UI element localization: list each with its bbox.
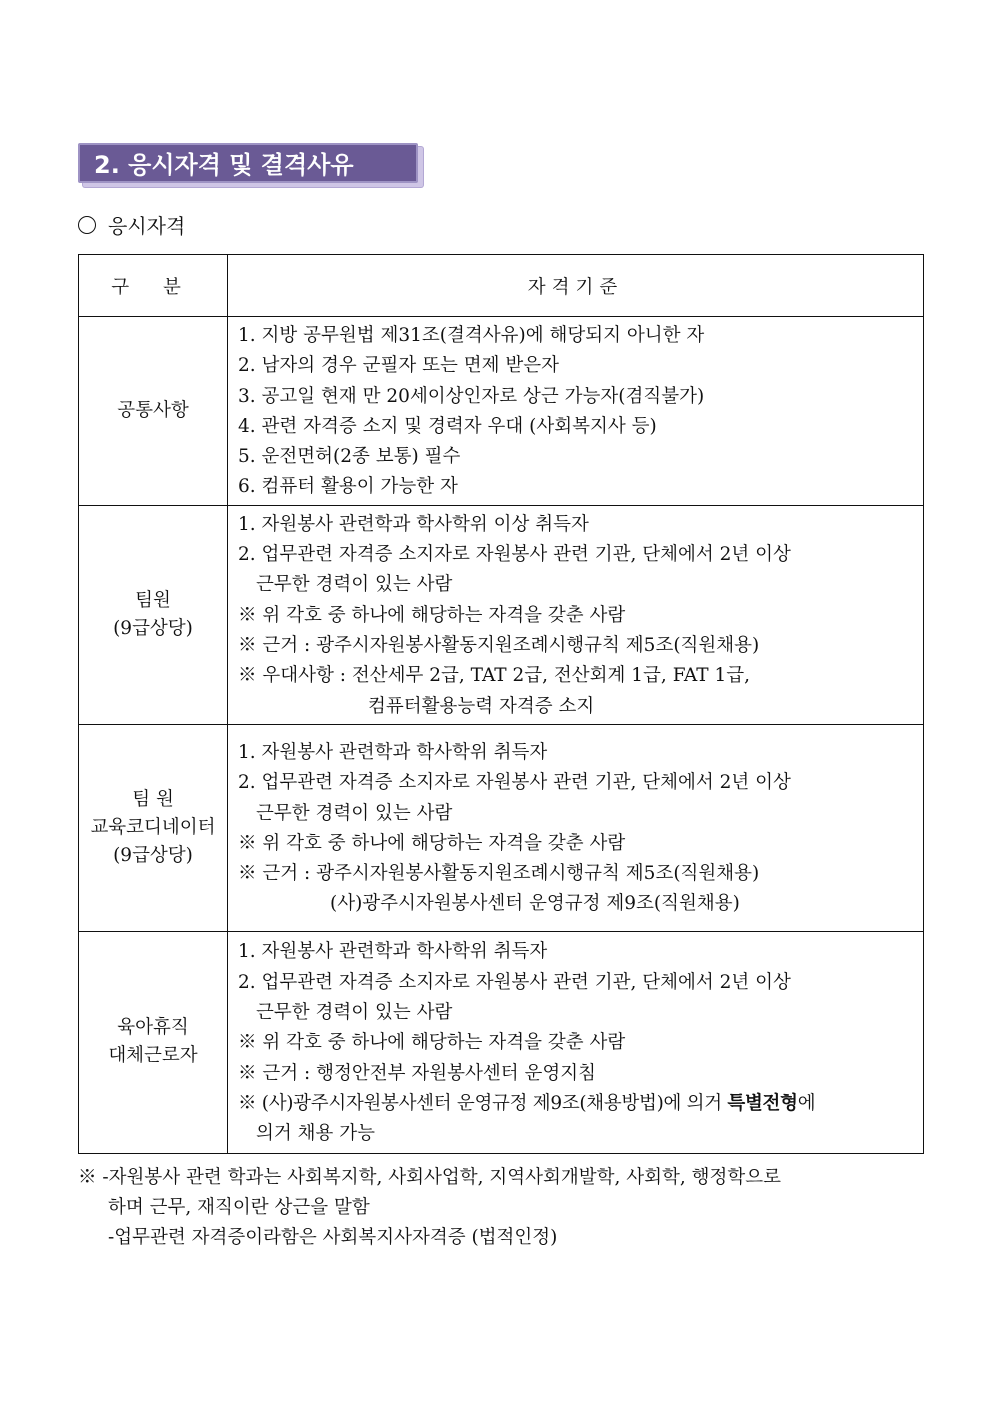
subheading — [78, 210, 185, 239]
criteria-line: 1. 지방 공무원법 제31조(결격사유)에 해당되지 아니한 자 — [238, 325, 705, 346]
criteria-line: 근무한 경력이 있는 사람 — [256, 1001, 453, 1023]
criteria-line: 의거 채용 가능 — [256, 1123, 375, 1145]
footnotes — [78, 1163, 781, 1253]
criteria-text: 에 — [797, 1092, 816, 1114]
note-line: ※ -자원봉사 관련 학과는 사회복지학, 사회사업학, 지역사회개발학, 사회학, 행정학으로 — [78, 1167, 781, 1188]
criteria-line: 4. 관련 자격증 소지 및 경력자 우대 (사회복지사 등) — [238, 415, 657, 437]
header-criteria: 자격기준 — [228, 255, 924, 317]
criteria-line: 1. 자원봉사 관련학과 학사학위 이상 취득자 — [238, 513, 589, 535]
category-line: 교육코디네이터 — [90, 816, 216, 838]
row-category — [79, 505, 228, 724]
criteria-line: ※ 근거 : 광주시자원봉사활동지원조례시행규칙 제5조(직원채용) — [238, 863, 760, 885]
category-line: 팀원 — [135, 589, 171, 611]
table-row — [79, 724, 924, 931]
table-row — [79, 317, 924, 506]
criteria-line — [238, 1089, 923, 1119]
criteria-line: 근무한 경력이 있는 사람 — [256, 574, 453, 596]
circle-bullet-icon — [78, 216, 96, 234]
criteria-line: 컴퓨터활용능력 자격증 소지 — [368, 695, 595, 717]
category-line: (9급상당) — [113, 844, 193, 866]
note-line: 하며 근무, 재직이란 상근을 말함 — [108, 1197, 370, 1218]
criteria-text: ※ (사)광주시자원봉사센터 운영규정 제9조(채용방법)에 의거 — [238, 1092, 728, 1114]
criteria-line: 근무한 경력이 있는 사람 — [256, 802, 453, 824]
criteria-line: ※ 위 각호 중 하나에 해당하는 자격을 갖춘 사람 — [238, 832, 626, 854]
criteria-line: ※ 위 각호 중 하나에 해당하는 자격을 갖춘 사람 — [238, 604, 626, 626]
criteria-line: ※ 위 각호 중 하나에 해당하는 자격을 갖춘 사람 — [238, 1032, 626, 1054]
criteria-line: (사)광주시자원봉사센터 운영규정 제9조(직원채용) — [330, 893, 740, 915]
table-row — [79, 505, 924, 724]
criteria-line: 1. 자원봉사 관련학과 학사학위 취득자 — [238, 941, 548, 963]
row-category — [79, 724, 228, 931]
criteria-line: 6. 컴퓨터 활용이 가능한 자 — [238, 476, 458, 498]
criteria-line: 2. 남자의 경우 군필자 또는 면제 받은자 — [238, 355, 560, 377]
emphasis-text: 특별전형 — [727, 1092, 798, 1114]
row-category — [79, 931, 228, 1153]
header-category: 구 분 — [79, 255, 228, 317]
criteria-line: 2. 업무관련 자격증 소지자로 자원봉사 관련 기관, 단체에서 2년 이상 — [238, 971, 791, 993]
row-criteria — [228, 505, 924, 724]
table-row — [79, 931, 924, 1153]
criteria-line: ※ 근거 : 행정안전부 자원봉사센터 운영지침 — [238, 1062, 596, 1084]
row-criteria — [228, 317, 924, 506]
category-line: 대체근로자 — [108, 1045, 198, 1067]
category-line: (9급상당) — [113, 617, 193, 639]
criteria-line: 1. 자원봉사 관련학과 학사학위 취득자 — [238, 741, 548, 763]
criteria-line: 2. 업무관련 자격증 소지자로 자원봉사 관련 기관, 단체에서 2년 이상 — [238, 544, 791, 566]
section-title: 2. 응시자격 및 결격사유 — [78, 143, 418, 183]
criteria-line: 3. 공고일 현재 만 20세이상인자로 상근 가능자(겸직불가) — [238, 385, 705, 407]
category-line: 팀 원 — [132, 788, 174, 810]
row-criteria — [228, 724, 924, 931]
subheading-text: 응시자격 — [108, 214, 186, 238]
qualification-table — [78, 254, 924, 1154]
table-header-row — [79, 255, 924, 317]
criteria-line: 2. 업무관련 자격증 소지자로 자원봉사 관련 기관, 단체에서 2년 이상 — [238, 772, 791, 794]
category-line: 육아휴직 — [117, 1017, 189, 1039]
criteria-line: 5. 운전면허(2종 보통) 필수 — [238, 446, 461, 468]
category-line: 공통사항 — [117, 399, 189, 421]
row-criteria — [228, 931, 924, 1153]
row-category — [79, 317, 228, 506]
note-line: -업무관련 자격증이라함은 사회복지사자격증 (법적인정) — [108, 1227, 558, 1248]
criteria-line: ※ 우대사항 : 전산세무 2급, TAT 2급, 전산회계 1급, FAT 1급, — [238, 665, 751, 687]
criteria-line: ※ 근거 : 광주시자원봉사활동지원조례시행규칙 제5조(직원채용) — [238, 634, 760, 656]
